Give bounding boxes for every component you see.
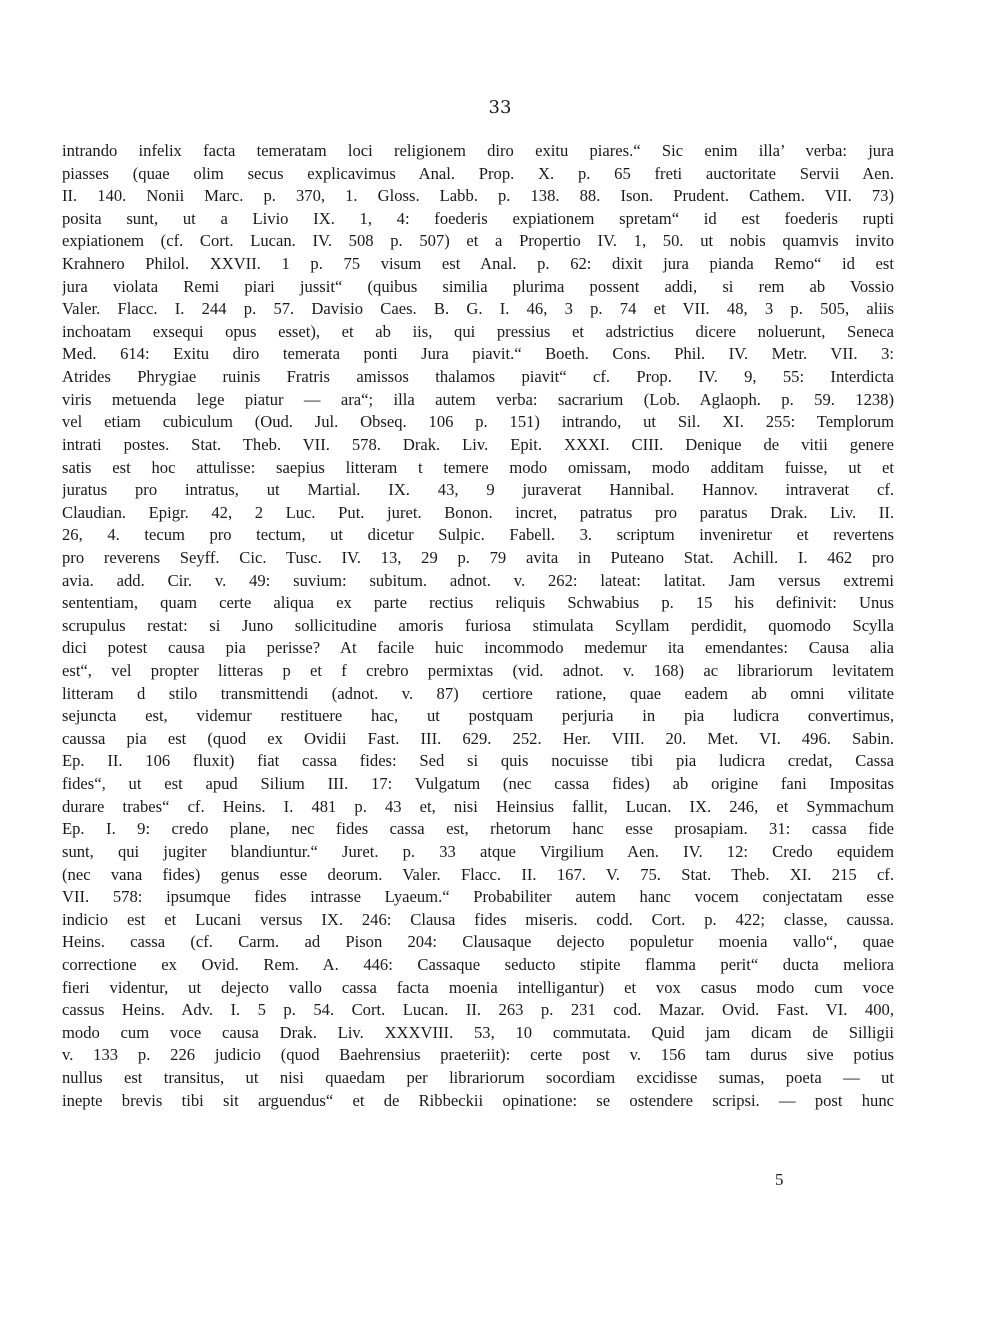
text-line: correctione ex Ovid. Rem. A. 446: Cassaque seducto stipite flamma perit“ ducta meliora	[62, 954, 894, 974]
text-line: expiationem (cf. Cort. Lucan. IV. 508 p. 507) et a Propertio IV. 1, 50. ut nobis quamvis invito	[62, 231, 894, 251]
text-line: modo cum voce causa Drak. Liv. XXXVIII. 53, 10 commutata. Quid jam dicam de Silligii	[62, 1022, 894, 1042]
text-line: fides“, ut est apud Silium III. 17: Vulgatum (nec cassa fides) ab origine fani Impositas	[62, 774, 894, 794]
text-line: Med. 614: Exitu diro temerata ponti Jura piavit.“ Boeth. Cons. Phil. IV. Metr. VII. 3:	[62, 344, 894, 364]
text-line: dici potest causa pia perisse? At facile huic incommodo medemur ita emendantes: Causa alia	[62, 638, 894, 658]
text-line: inchoatam exsequi opus esset), et ab iis, qui pressius et adstrictius dicere noluerunt, Seneca	[62, 321, 894, 341]
text-line: inepte brevis tibi sit arguendus“ et de Ribbeckii opinatione: se ostendere scripsi. — post hunc	[62, 1090, 894, 1110]
text-line: vel etiam cubiculum (Oud. Jul. Obseq. 106 p. 151) intrando, ut Sil. XI. 255: Templorum	[62, 412, 894, 432]
text-line: satis est hoc attulisse: saepius litteram t temere modo omissam, modo additam fuisse, ut et	[62, 457, 894, 477]
text-line: indicio est et Lucani versus IX. 246: Clausa fides miseris. codd. Cort. p. 422; classe, caussa.	[62, 909, 894, 929]
text-line: sunt, qui jugiter blandiuntur.“ Juret. p. 33 atque Virgilium Aen. IV. 12: Credo equidem	[62, 841, 894, 861]
text-line: durare trabes“ cf. Heins. I. 481 p. 43 et, nisi Heinsius fallit, Lucan. IX. 246, et Symmachum	[62, 796, 894, 816]
text-line: v. 133 p. 226 judicio (quod Baehrensius praeteriit): certe post v. 156 tam durus sive potius	[62, 1045, 894, 1065]
text-line: Ep. II. 106 fluxit) fiat cassa fides: Sed si quis nocuisse tibi pia ludicra credat, Cassa	[62, 751, 894, 771]
text-line: scrupulus restat: si Juno sollicitudine amoris furiosa stimulata Scyllam perdidit, quomodo Scylla	[62, 615, 894, 635]
text-line: Valer. Flacc. I. 244 p. 57. Davisio Caes. B. G. I. 46, 3 p. 74 et VII. 48, 3 p. 505, aliis	[62, 299, 894, 319]
text-line: est“, vel propter litteras p et f crebro permixtas (vid. adnot. v. 168) ac librariorum levitatem	[62, 661, 894, 681]
text-line: litteram d stilo transmittendi (adnot. v. 87) certiore ratione, quae eadem ab omni vilitate	[62, 683, 894, 703]
text-line: intrati postes. Stat. Theb. VII. 578. Drak. Liv. Epit. XXXI. CIII. Denique de vitii genere	[62, 434, 894, 454]
text-line: sejuncta est, videmur restituere hac, ut postquam perjuria in pia ludicra convertimus,	[62, 706, 894, 726]
text-line: caussa pia est (quod ex Ovidii Fast. III. 629. 252. Her. VIII. 20. Met. VI. 496. Sabin.	[62, 728, 894, 748]
text-line: pro reverens Seyff. Cic. Tusc. IV. 13, 29 p. 79 avita in Puteano Stat. Achill. I. 462 pro	[62, 547, 894, 567]
body-text	[62, 140, 894, 1112]
text-line: avia. add. Cir. v. 49: suvium: subitum. adnot. v. 262: lateat: latitat. Jam versus extremi	[62, 570, 894, 590]
text-line: Atrides Phrygiae ruinis Fratris amissos thalamos piavit“ cf. Prop. IV. 9, 55: Interdicta	[62, 367, 894, 387]
text-line: VII. 578: ipsumque fides intrasse Lyaeum.“ Probabiliter autem hanc vocem conjectatam esse	[62, 887, 894, 907]
text-line: posita sunt, ut a Livio IX. 1, 4: foederis expiationem spretam“ id est foederis rupti	[62, 208, 894, 228]
text-line: II. 140. Nonii Marc. p. 370, 1. Gloss. Labb. p. 138. 88. Ison. Prudent. Cathem. VII. 73)	[62, 186, 894, 206]
text-line: viris metuenda lege piatur — ara“; illa autem verba: sacrarium (Lob. Aglaoph. p. 59. 1238)	[62, 389, 894, 409]
text-line: nullus est transitus, ut nisi quaedam per librariorum socordiam excidisse sumas, poeta — ut	[62, 1067, 894, 1087]
text-line: piasses (quae olim secus explicavimus Anal. Prop. X. p. 65 freti auctoritate Servii Aen.	[62, 163, 894, 183]
signature-mark: 5	[775, 1170, 784, 1189]
text-line: cassus Heins. Adv. I. 5 p. 54. Cort. Lucan. II. 263 p. 231 cod. Mazar. Ovid. Fast. VI. 400,	[62, 1000, 894, 1020]
text-line: sententiam, quam certe aliqua ex parte rectius reliquis Schwabius p. 15 his definivit: Unus	[62, 593, 894, 613]
text-line: juratus pro intratus, ut Martial. IX. 43, 9 juraverat Hannibal. Hannov. intraverat cf.	[62, 480, 894, 500]
page-number: 33	[488, 97, 512, 118]
text-line: intrando infelix facta temeratam loci religionem diro exitu piares.“ Sic enim illa’ verba: jura	[62, 141, 894, 160]
text-line: Krahnero Philol. XXVII. 1 p. 75 visum est Anal. p. 62: dixit jura pianda Remo“ id est	[62, 254, 894, 274]
text-line: Ep. I. 9: credo plane, nec fides cassa est, rhetorum hanc esse prosapiam. 31: cassa fide	[62, 819, 894, 839]
text-line: fieri videntur, ut dejecto vallo cassa facta moenia intelligantur) et vox casus modo cum voce	[62, 977, 894, 997]
text-line: (nec vana fides) genus esse deorum. Valer. Flacc. II. 167. V. 75. Stat. Theb. XI. 215 cf.	[62, 864, 894, 884]
text-line: jura violata Remi piari jussit“ (quibus similia plurima possent addi, si rem ab Vossio	[62, 276, 894, 296]
text-line: Claudian. Epigr. 42, 2 Luc. Put. juret. Bonon. incret, patratus pro paratus Drak. Liv. II.	[62, 502, 894, 522]
text-line: 26, 4. tecum pro tectum, ut dicetur Sulpic. Fabell. 3. scriptum inveniretur et revertens	[62, 525, 894, 545]
text-line: Heins. cassa (cf. Carm. ad Pison 204: Clausaque dejecto populetur moenia vallo“, quae	[62, 932, 894, 952]
